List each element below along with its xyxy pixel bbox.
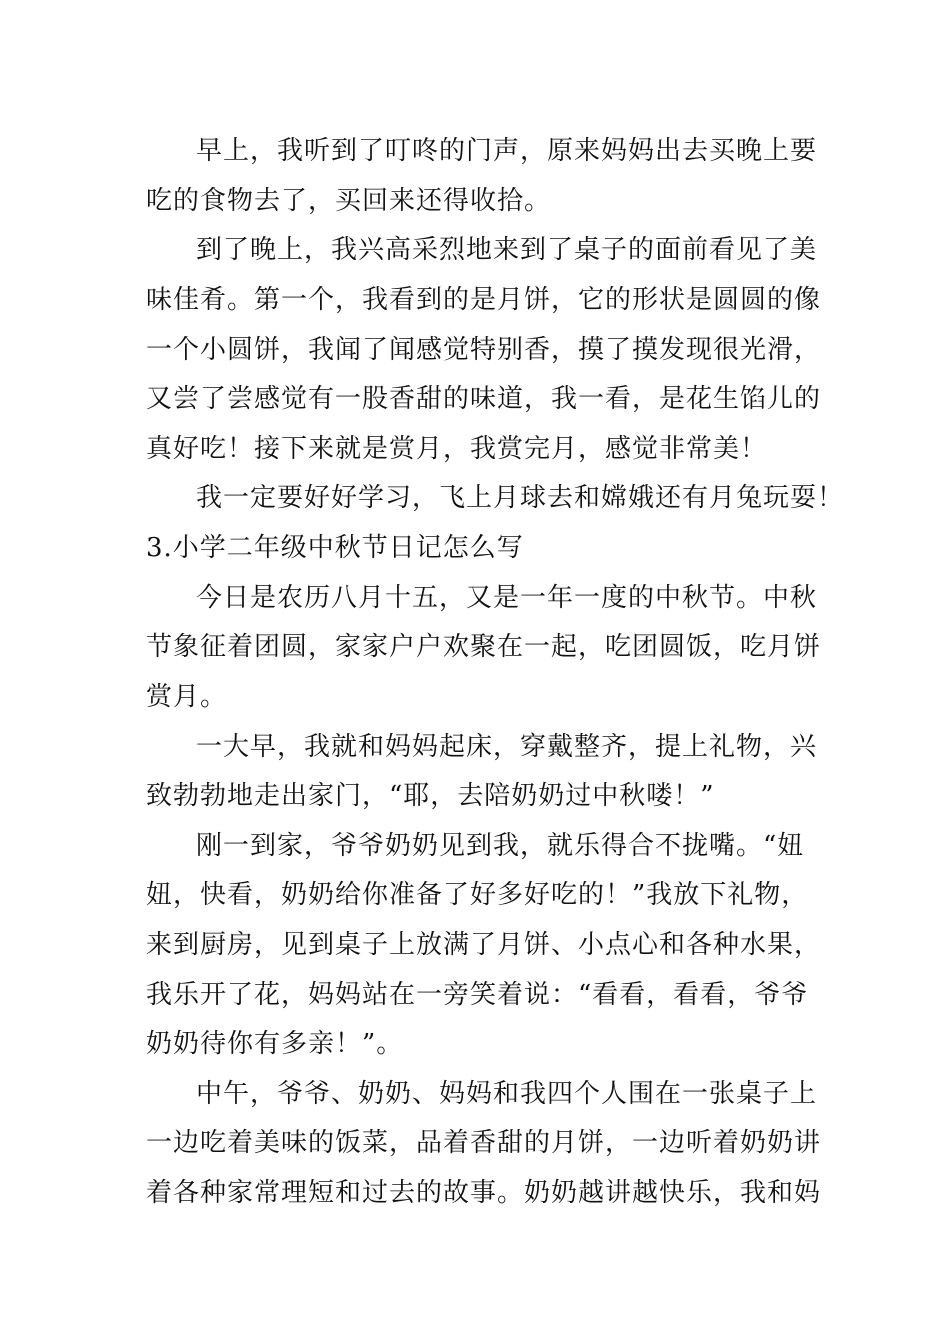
paragraph-line: 一大早，我就和妈妈起床，穿戴整齐，提上礼物，兴 <box>196 732 818 762</box>
paragraph-line: 中午，爷爷、奶奶、妈妈和我四个人围在一张桌子上 <box>196 1079 818 1109</box>
paragraph-line: 早上，我听到了叮咚的门声，原来妈妈出去买晚上要 <box>196 136 818 166</box>
paragraph-line: 吃的食物去了，买回来还得收拾。 <box>146 186 552 216</box>
paragraph-line: 到了晚上，我兴高采烈地来到了桌子的面前看见了美 <box>196 235 818 265</box>
paragraph-line: 奶奶待你有多亲！”。 <box>146 1029 404 1059</box>
paragraph-line: 又尝了尝感觉有一股香甜的味道，我一看，是花生馅儿的 <box>146 384 822 414</box>
paragraph-line: 我乐开了花，妈妈站在一旁笑着说：“看看，看看，爷爷 <box>146 980 809 1010</box>
paragraph-line: 着各种家常理短和过去的故事。奶奶越讲越快乐，我和妈 <box>146 1178 822 1208</box>
paragraph-line: 今日是农历八月十五，又是一年一度的中秋节。中秋 <box>196 583 818 613</box>
paragraph-line: 刚一到家，爷爷奶奶见到我，就乐得合不拢嘴。“妞 <box>196 831 805 861</box>
paragraph-line: 一边吃着美味的饭菜，品着香甜的月饼，一边听着奶奶讲 <box>146 1128 822 1158</box>
paragraph-line: 赏月。 <box>146 682 228 712</box>
paragraph-line: 妞，快看，奶奶给你准备了好多好吃的！”我放下礼物， <box>146 880 809 910</box>
paragraph-line: 我一定要好好学习，飞上月球去和嫦娥还有月兔玩耍！ <box>196 483 845 513</box>
paragraph-line: 真好吃！接下来就是赏月，我赏完月，感觉非常美！ <box>146 434 768 464</box>
paragraph-line: 节象征着团圆，家家户户欢聚在一起，吃团圆饭，吃月饼 <box>146 632 822 662</box>
paragraph-line: 致勃勃地走出家门，“耶，去陪奶奶过中秋喽！” <box>146 781 715 811</box>
paragraph-line: 一个小圆饼，我闻了闻感觉特别香，摸了摸发现很光滑， <box>146 335 822 365</box>
paragraph-line: 来到厨房，见到桌子上放满了月饼、小点心和各种水果， <box>146 930 822 960</box>
paragraph-line: 味佳肴。第一个，我看到的是月饼，它的形状是圆圆的像 <box>146 285 822 315</box>
section-heading: 3.小学二年级中秋节日记怎么写 <box>146 533 524 563</box>
